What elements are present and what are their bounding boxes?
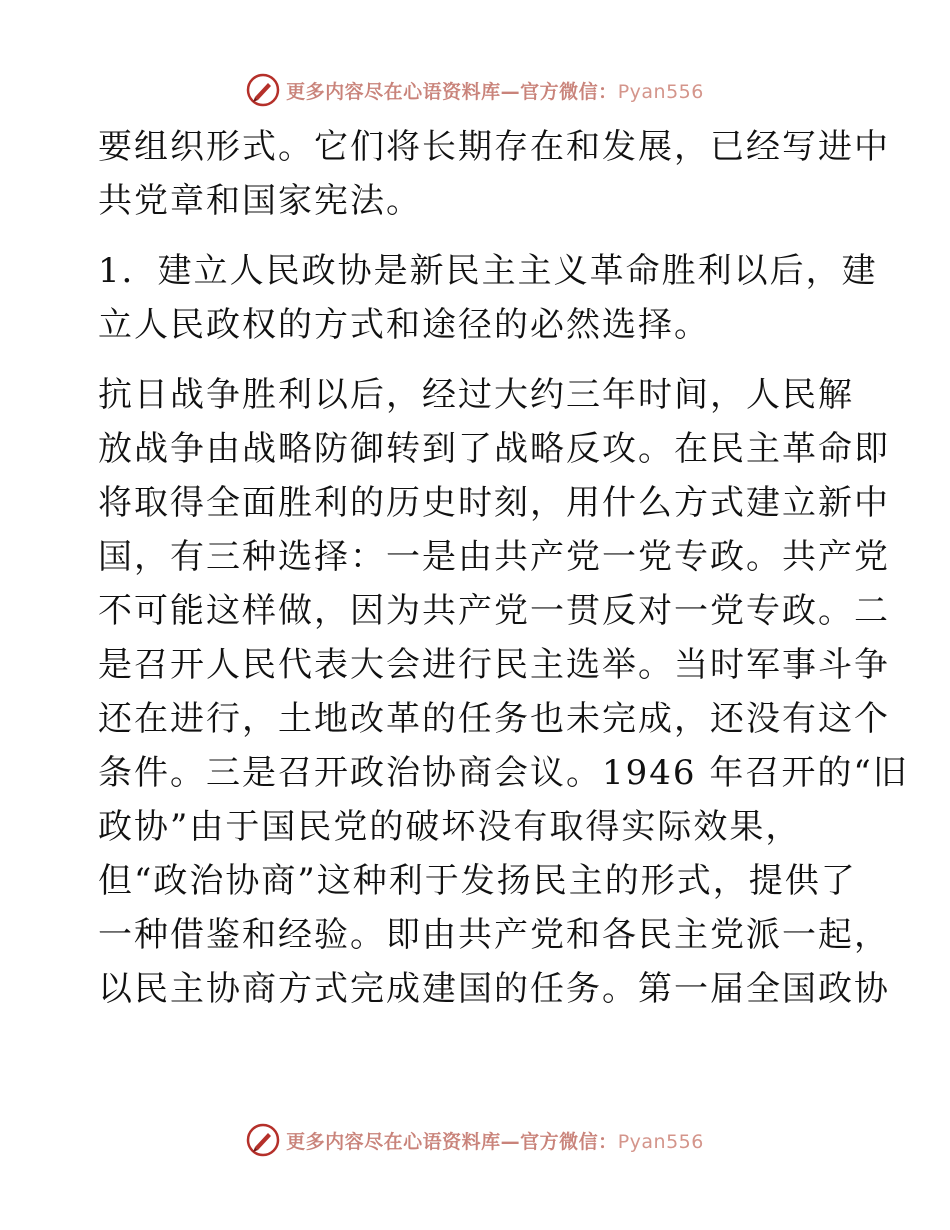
- text-line: 是召开人民代表大会进行民主选举。当时军事斗争: [98, 645, 890, 685]
- watermark-account: Pyan556: [617, 1130, 704, 1153]
- watermark-text: [286, 77, 704, 104]
- watermark-text: [286, 1127, 704, 1154]
- text-line: 放战争由战略防御转到了战略反攻。在民主革命即: [98, 429, 890, 469]
- text-line: 以民主协商方式完成建国的任务。第一届全国政协: [98, 969, 890, 1009]
- text-line: 共党章和国家宪法。: [98, 181, 422, 221]
- text-line: 但“政治协商”这种利于发扬民主的形式，提供了: [98, 861, 857, 901]
- watermark-sep: —: [500, 80, 521, 103]
- watermark-sep: —: [500, 1130, 521, 1153]
- text-line: 将取得全面胜利的历史时刻，用什么方式建立新中: [98, 483, 890, 523]
- text-line: 1．建立人民政协是新民主主义革命胜利以后，建: [98, 251, 878, 291]
- watermark-label: 官方微信：: [520, 1130, 618, 1153]
- footer-watermark: [0, 1120, 950, 1160]
- text-line: 还在进行，土地改革的任务也未完成，还没有这个: [98, 699, 890, 739]
- text-line: 要组织形式。它们将长期存在和发展，已经写进中: [98, 127, 890, 167]
- watermark-account: Pyan556: [617, 80, 704, 103]
- text-line: 不可能这样做，因为共产党一贯反对一党专政。二: [98, 591, 890, 631]
- paragraph-2: [98, 244, 878, 352]
- text-line: 国，有三种选择：一是由共产党一党专政。共产党: [98, 537, 890, 577]
- text-line: 条件。三是召开政治协商会议。1946 年召开的“旧: [98, 753, 909, 793]
- text-line: 抗日战争胜利以后，经过大约三年时间，人民解: [98, 375, 854, 415]
- pen-logo-icon: [246, 73, 280, 107]
- text-line: 一种借鉴和经验。即由共产党和各民主党派一起，: [98, 915, 890, 955]
- watermark-main: 更多内容尽在心语资料库: [286, 1130, 501, 1153]
- pen-logo-icon: [246, 1123, 280, 1157]
- watermark-label: 官方微信：: [520, 80, 618, 103]
- text-line: 立人民政权的方式和途径的必然选择。: [98, 305, 710, 345]
- header-watermark: [0, 70, 950, 110]
- paragraph-3: [98, 368, 909, 1016]
- text-line: 政协”由于国民党的破坏没有取得实际效果，: [98, 807, 802, 847]
- document-body: [98, 120, 909, 1016]
- paragraph-1: [98, 120, 890, 228]
- watermark-main: 更多内容尽在心语资料库: [286, 80, 501, 103]
